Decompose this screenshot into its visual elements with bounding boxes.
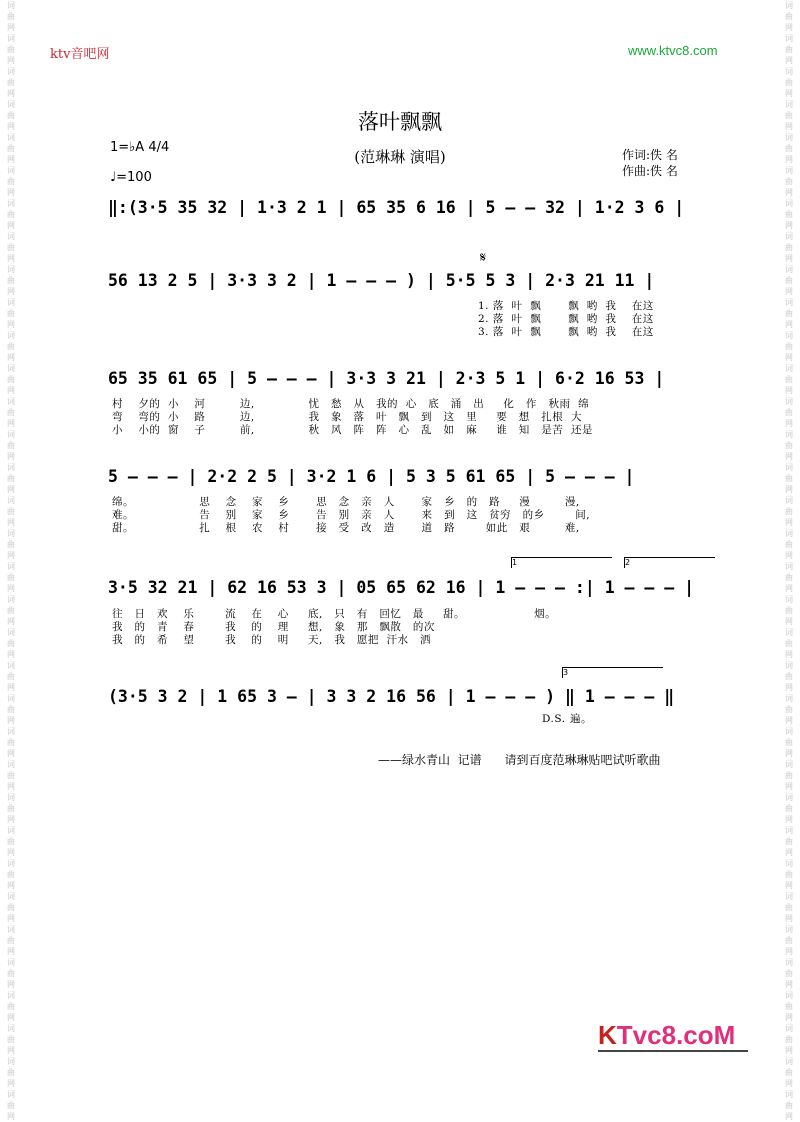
lyrics-row-4-verse-2: 难。 告 别 家 乡 告 别 亲 人 来 到 这 贫穷 的乡 间, [112, 509, 591, 521]
staff-line-4: 5 — — — | 2·2 2 5 | 3·2 1 6 | 5 3 5 61 65 | 5 — — — | [108, 467, 635, 486]
margin-watermark-text: 词 曲 网 [785, 397, 793, 428]
margin-watermark-text: 词 曲 网 [7, 166, 15, 197]
segno-icon: 𝄋 [480, 250, 487, 266]
margin-watermark-text: 词 曲 网 [7, 265, 15, 296]
margin-watermark-text: 词 曲 网 [785, 67, 793, 98]
margin-watermark-text: 词 曲 网 [785, 859, 793, 890]
margin-watermark-text: 词 曲 网 [785, 463, 793, 494]
lyrics-row-4-verse-1: 绵。 思 念 家 乡 思 念 亲 人 家 乡 的 路 漫 漫, [112, 496, 580, 508]
margin-watermark-text: 词 曲 网 [785, 595, 793, 626]
margin-watermark-text: 词 曲 网 [785, 1057, 793, 1088]
margin-watermark-text: 词 曲 网 [7, 628, 15, 659]
margin-watermark-text: 词 曲 网 [7, 562, 15, 593]
margin-watermark-text: 词 曲 网 [785, 661, 793, 692]
lyrics-row-5-verse-3: 我 的 希 望 我 的 明 天, 我 愿把 汗水 洒 [112, 634, 432, 646]
song-credits [622, 147, 678, 179]
site-name-left: ktv音吧网 [50, 47, 110, 62]
lyrics-row-5-verse-2: 我 的 青 春 我 的 理 想, 象 那 飘散 的次 [112, 621, 435, 633]
staff-line-2: 56 13 2 5 | 3·3 3 2 | 1 — — — ) | 5·5 5 3 | 2·3 21 11 | [108, 271, 655, 290]
margin-watermark-text: 词 曲 网 [7, 199, 15, 230]
margin-watermark-text: 词 曲 网 [785, 628, 793, 659]
margin-watermark-text: 词 曲 网 [785, 793, 793, 824]
margin-watermark-text: 词 曲 网 [7, 727, 15, 758]
margin-watermark-text: 词 曲 网 [785, 298, 793, 329]
margin-watermark-text: 词 曲 网 [785, 364, 793, 395]
margin-watermark-text: 词 曲 网 [785, 331, 793, 362]
key-signature: 1=♭A 4/4 [110, 140, 170, 155]
margin-watermark-text: 词 曲 网 [7, 1057, 15, 1088]
margin-watermark-text: 词 曲 网 [7, 133, 15, 164]
margin-watermark-text: 词 曲 网 [7, 991, 15, 1022]
margin-watermark-text: 词 曲 网 [7, 1090, 15, 1121]
volta-first: 1 [511, 557, 612, 568]
margin-watermark-text: 词 曲 网 [7, 892, 15, 923]
margin-watermark-text: 词 曲 网 [785, 1024, 793, 1055]
song-title: 落叶飘飘 [358, 110, 442, 134]
staff-line-5: 3·5 32 21 | 62 16 53 3 | 05 65 62 16 | 1 — — — :| 1 — — — | [108, 578, 695, 597]
margin-watermark-text: 词 曲 网 [785, 562, 793, 593]
margin-watermark-text: 词 曲 网 [7, 529, 15, 560]
margin-watermark-text: 词 曲 网 [7, 661, 15, 692]
lyrics-row-2-verse-3: 3. 落 叶 飘 飘 哟 我 在这 [478, 326, 654, 338]
lyrics-row-3-verse-1: 村 夕的 小 河 边, 忧 愁 从 我的 心 底 涌 出 化 作 秋雨 绵 [112, 398, 590, 410]
lyrics-row-2-verse-2: 2. 落 叶 飘 飘 哟 我 在这 [478, 313, 654, 325]
margin-watermark-text: 词 曲 网 [785, 496, 793, 527]
song-performer: (范琳琳 演唱) [354, 148, 446, 166]
lyricist: 作词:佚 名 [622, 148, 678, 162]
site-url-right: www.ktvc8.com [628, 43, 718, 58]
margin-watermark-text: 词 曲 网 [785, 232, 793, 263]
margin-watermark-text: 词 曲 网 [785, 529, 793, 560]
staff-line-3: 65 35 61 65 | 5 — — — | 3·3 3 21 | 2·3 5 1 | 6·2 16 53 | [108, 369, 665, 388]
margin-watermark-text: 词 曲 网 [785, 925, 793, 956]
margin-watermark-text: 词 曲 网 [7, 364, 15, 395]
margin-watermark-text: 词 曲 网 [785, 1090, 793, 1121]
margin-watermark-text: 词 曲 网 [785, 958, 793, 989]
volta-second: 2 [624, 557, 715, 568]
margin-watermark-text: 词 曲 网 [785, 826, 793, 857]
margin-watermark-text: 词 曲 网 [7, 397, 15, 428]
margin-watermark-text: 词 曲 网 [785, 991, 793, 1022]
margin-watermark-text: 词 曲 网 [785, 727, 793, 758]
margin-watermark-text: 词 曲 网 [7, 496, 15, 527]
margin-watermark-text: 词 曲 网 [785, 694, 793, 725]
margin-watermark-text: 词 曲 网 [7, 463, 15, 494]
margin-watermark-text: 词 曲 网 [7, 793, 15, 824]
dal-segno-mark: D.S. [542, 713, 566, 725]
composer: 作曲:佚 名 [622, 164, 678, 178]
tempo-marking: ♩=100 [110, 170, 152, 185]
margin-watermark-text: 词 曲 网 [7, 925, 15, 956]
margin-watermark-text: 词 曲 网 [785, 892, 793, 923]
margin-watermark-text: 词 曲 网 [785, 133, 793, 164]
margin-watermark-text: 词 曲 网 [785, 199, 793, 230]
lyrics-row-5-verse-1: 往 日 欢 乐 流 在 心 底, 只 有 回忆 最 甜。 烟。 [112, 608, 557, 620]
margin-watermark-text: 词 曲 网 [7, 298, 15, 329]
margin-watermark-text: 词 曲 网 [7, 1, 15, 32]
lyrics-row-2-verse-1: 1. 落 叶 飘 飘 哟 我 在这 [478, 300, 654, 312]
margin-watermark-text: 词 曲 网 [7, 958, 15, 989]
margin-watermark-text: 词 曲 网 [785, 430, 793, 461]
margin-watermark-text: 词 曲 网 [7, 694, 15, 725]
margin-watermark-text: 词 曲 网 [7, 100, 15, 131]
margin-watermark-text: 词 曲 网 [785, 265, 793, 296]
margin-watermark-text: 词 曲 网 [7, 826, 15, 857]
margin-watermark-text: 词 曲 网 [7, 1024, 15, 1055]
margin-watermark-text: 词 曲 网 [7, 859, 15, 890]
margin-watermark-text: 词 曲 网 [7, 331, 15, 362]
margin-watermark-text: 词 曲 网 [785, 34, 793, 65]
margin-watermark-text: 词 曲 网 [785, 166, 793, 197]
margin-watermark-text: 词 曲 网 [785, 1, 793, 32]
lyrics-row-3-verse-2: 弯 弯的 小 路 边, 我 象 落 叶 飘 到 这 里 要 想 扎根 大 [112, 411, 582, 423]
ktvc8-logo: KTvc8.coM [598, 1020, 736, 1050]
margin-watermark-text: 词 曲 网 [7, 760, 15, 791]
margin-watermark-text: 词 曲 网 [7, 430, 15, 461]
lyrics-row-3-verse-3: 小 小的 窗 子 前, 秋 风 阵 阵 心 乱 如 麻 谁 知 是苦 还是 [112, 424, 593, 436]
margin-watermark-text: 词 曲 网 [7, 595, 15, 626]
margin-watermark-text: 词 曲 网 [785, 760, 793, 791]
volta-third: 3 [562, 667, 663, 678]
margin-watermark-text: 词 曲 网 [7, 67, 15, 98]
footer-credit: ——绿水青山 记谱 请到百度范琳琳贴吧试听歌曲 [378, 753, 661, 767]
margin-watermark-text: 词 曲 网 [7, 232, 15, 263]
logo-underline [598, 1050, 748, 1052]
lyrics-row-4-verse-3: 甜。 扎 根 农 村 接 受 改 造 道 路 如此 艰 难, [112, 522, 580, 534]
margin-watermark-text: 词 曲 网 [7, 34, 15, 65]
lyrics-row-6-end: 遍。 [570, 713, 592, 725]
staff-line-1: ‖:(3·5 35 32 | 1·3 2 1 | 65 35 6 16 | 5 — — 32 | 1·2 3 6 | [108, 198, 685, 217]
staff-line-6: (3·5 3 2 | 1 65 3 — | 3 3 2 16 56 | 1 — — — ) ‖ 1 — — — ‖ [108, 687, 675, 706]
margin-watermark-text: 词 曲 网 [785, 100, 793, 131]
